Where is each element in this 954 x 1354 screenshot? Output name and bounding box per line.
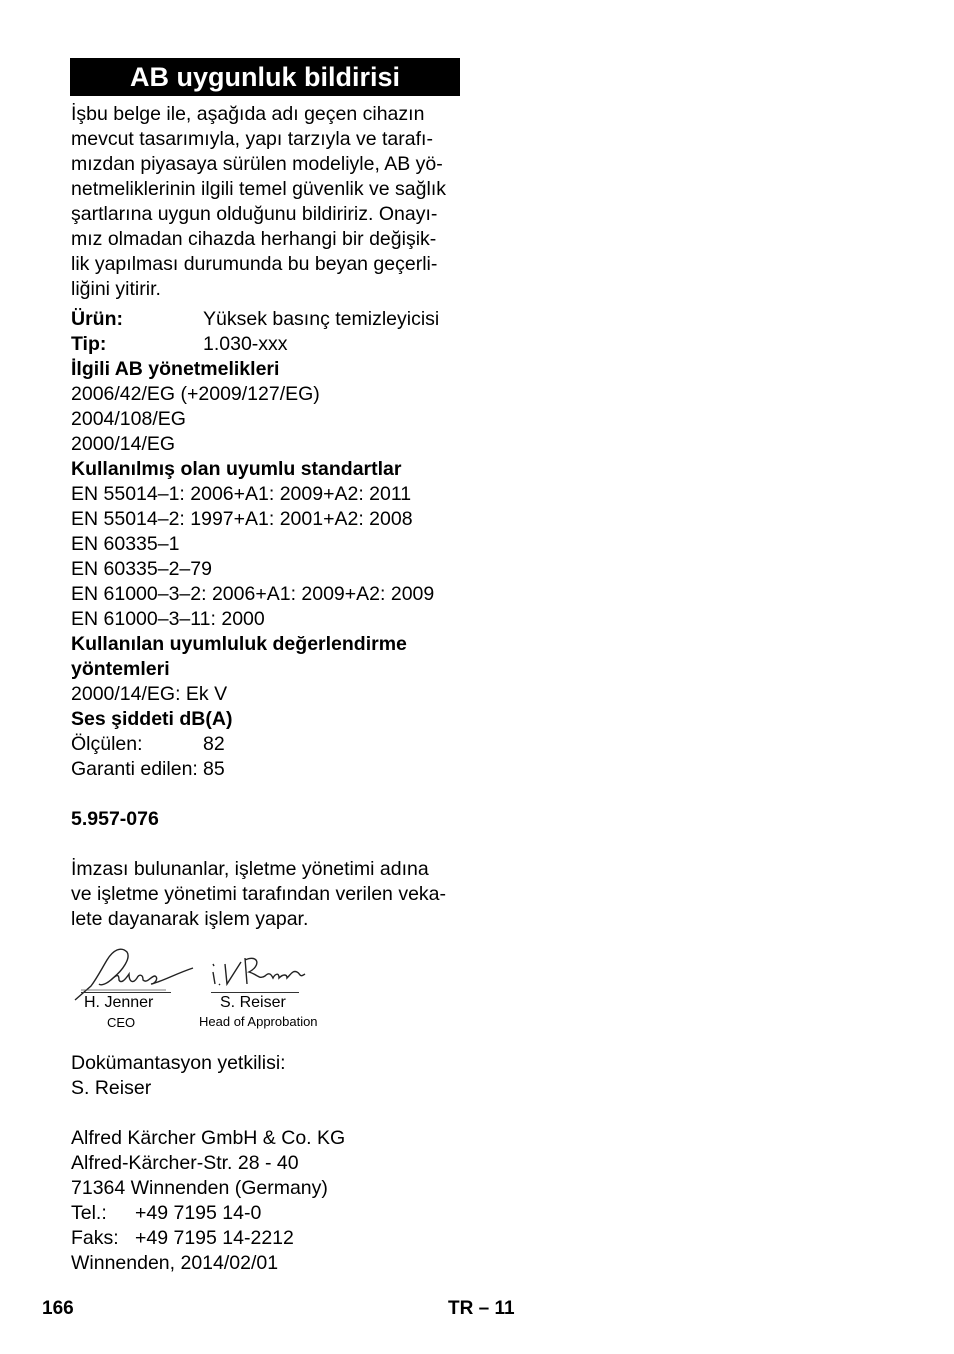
company-name: Alfred Kärcher GmbH & Co. KG [71,1127,346,1149]
page-number: 166 [42,1298,74,1319]
product-label: Ürün: [71,308,123,330]
page-title: AB uygunluk bildirisi [70,58,460,96]
sound-heading: Ses şiddeti dB(A) [71,708,233,730]
company-street: Alfred-Kärcher-Str. 28 - 40 [71,1152,299,1174]
directive-item: 2006/42/EG (+2009/127/EG) [71,383,320,405]
assessment-value: 2000/14/EG: Ek V [71,683,228,705]
signature-block [71,932,463,1037]
assessment-heading: Kullanılan uyumluluk değerlendirme [71,633,407,655]
assessment-heading-cont: yöntemleri [71,658,170,680]
company-tel-row [71,1201,463,1226]
sound-guaranteed-label: Garanti edilen: [71,758,198,780]
standard-item: EN 55014–1: 2006+A1: 2009+A2: 2011 [71,483,412,505]
intro-line: mevcut tasarımıyla, yapı tarzıyla ve tarafı- [71,128,433,150]
reiser-name: S. Reiser [220,994,286,1011]
documentation-label: Dokümantasyon yetkilisi: [71,1052,286,1074]
standard-item: EN 61000–3–2: 2006+A1: 2009+A2: 2009 [71,583,435,605]
company-city: 71364 Winnenden (Germany) [71,1177,328,1199]
intro-line: İşbu belge ile, aşağıda adı geçen cihazın [71,103,425,125]
directives-heading: İlgili AB yönetmelikleri [71,358,280,380]
tel-value: +49 7195 14-0 [135,1202,262,1224]
type-label: Tip: [71,333,107,355]
documentation-name: S. Reiser [71,1077,152,1099]
signatory-line: lete dayanarak işlem yapar. [71,908,309,930]
sound-measured-value: 82 [203,733,225,755]
sound-guaranteed-value: 85 [203,758,225,780]
standard-item: EN 60335–2–79 [71,558,212,580]
intro-line: mızdan piyasaya sürülen modeliyle, AB yö- [71,153,443,175]
directive-item: 2000/14/EG [71,433,176,455]
reiser-signature [209,944,309,994]
jenner-role: CEO [107,1015,136,1030]
document-number: 5.957-076 [71,808,159,830]
intro-line: liğini yitirir. [71,278,161,300]
standard-item: EN 60335–1 [71,533,180,555]
fax-label: Faks: [71,1227,119,1249]
intro-line: mız olmadan cihazda herhangi bir değişik- [71,228,437,250]
directive-item: 2004/108/EG [71,408,186,430]
place-date: Winnenden, 2014/02/01 [71,1252,279,1274]
type-row [71,332,463,357]
sound-guaranteed-row [71,757,463,782]
standard-item: EN 55014–2: 1997+A1: 2001+A2: 2008 [71,508,413,530]
product-value: Yüksek basınç temizleyicisi [203,308,440,330]
sound-measured-label: Ölçülen: [71,733,143,755]
sound-measured-row [71,732,463,757]
type-value: 1.030-xxx [203,333,288,355]
jenner-name: H. Jenner [84,994,154,1011]
product-row [71,307,463,332]
signatory-line: ve işletme yönetimi tarafından verilen veka- [71,883,447,905]
tel-label: Tel.: [71,1202,107,1224]
intro-paragraph [71,102,463,302]
intro-line: lik yapılması durumunda bu beyan geçerli- [71,253,438,275]
signatory-line: İmzası bulunanlar, işletme yönetimi adına [71,858,429,880]
fax-value: +49 7195 14-2212 [135,1227,294,1249]
section-indicator: TR – 11 [448,1298,515,1319]
standard-item: EN 61000–3–11: 2000 [71,608,265,630]
intro-line: netmeliklerinin ilgili temel güvenlik ve sağlık [71,178,446,200]
intro-line: şartlarına uygun olduğunu bildiririz. Onayı- [71,203,438,225]
reiser-role: Head of Approbation [199,1014,318,1029]
signatory-paragraph [71,857,463,932]
declaration-body [71,102,463,1276]
company-fax-row [71,1226,463,1251]
standards-heading: Kullanılmış olan uyumlu standartlar [71,458,402,480]
